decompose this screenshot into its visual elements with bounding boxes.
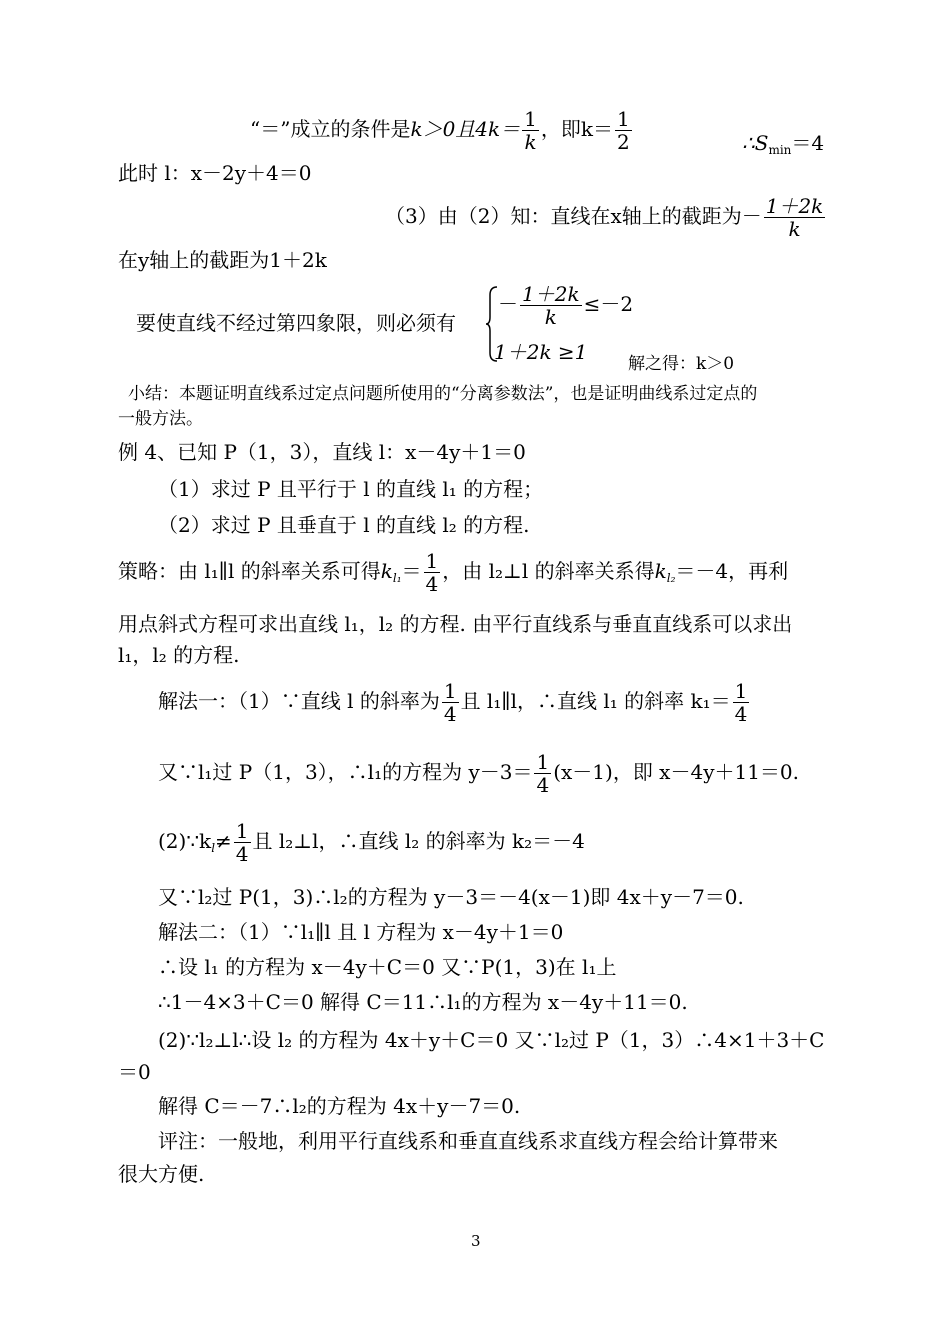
condition-line [250, 108, 634, 153]
summary-line-1: 小结：本题证明直线系过定点问题所使用的“分离参数法”，也是证明曲线系过定点的 [128, 384, 758, 404]
solution-1-part-3: $(2)\because k_l\ne$ $\frac{1}{4}$ 且 l₂⊥l，∴直线 l₂ 的斜率为 k₂＝－4 [158, 819, 585, 866]
solution-result: 解之得：k＞0 [628, 354, 735, 374]
solution-2-line-4: (2)∵l₂⊥l∴设 l₂ 的方程为 4x＋y＋C＝0 又∵l₂过 P（1，3）∴4×1＋3＋C [158, 1028, 825, 1052]
solution-2-line-6: 解得 C＝－7∴l₂的方程为 4x＋y－7＝0. [158, 1094, 521, 1118]
fraction-point-slope: $\frac{1}{4}$ [536, 750, 550, 797]
condition-text: “＝”成立的条件是 [250, 117, 411, 141]
strategy-line-3: l₁，l₂ 的方程. [118, 643, 240, 667]
fraction-slope-compare: $\frac{1}{4}$ [235, 819, 249, 866]
system-inequality-2: 1＋2k ≥1 [494, 340, 588, 364]
strategy-line-2: 用点斜式方程可求出直线 l₁，l₂ 的方程. 由平行直线系与垂直直线系可以求出 [118, 612, 793, 636]
line-equation: 此时 l：x－2y＋4＝0 [118, 161, 312, 185]
fraction-one-quarter: $\frac{1}{4}$ [425, 549, 439, 596]
s-min-result: $\therefore S_{min}=4$ [742, 131, 825, 157]
fraction-slope-l1: $\frac{1}{4}$ [734, 679, 748, 726]
condition-math: k＞0且4k＝ [410, 117, 521, 141]
system-inequality-1: － $\frac{1+2k}{k}$ ≤－2 [498, 282, 634, 329]
comment-line-1: 评注：一般地，利用平行直线系和垂直直线系求直线方程会给计算带来 [158, 1129, 778, 1153]
x-intercept-line: （3）由（2）知：直线在x轴上的截距为－ $\frac{1+2k}{k}$ [385, 194, 824, 241]
example-4-question-1: （1）求过 P 且平行于 l 的直线 l₁ 的方程； [158, 477, 544, 501]
fraction-one-half: $\frac{1}{2}$ [617, 107, 630, 154]
page-number: 3 [471, 1232, 481, 1250]
example-4-title: 例 4、已知 P（1，3），直线 l：x－4y＋1＝0 [118, 440, 526, 464]
example-4-question-2: （2）求过 P 且垂直于 l 的直线 l₂ 的方程. [158, 513, 530, 537]
strategy-line-1: 策略：由 l₁∥l 的斜率关系可得$k_{l_1}=$ $\frac{1}{4}$ ，由 l₂⊥l 的斜率关系得$k_{l_2}=-4$，再利 [118, 549, 789, 596]
fraction-slope-l: $\frac{1}{4}$ [443, 679, 457, 726]
fraction-one-over-k: $\frac{1}{k}$ [524, 107, 537, 154]
k-equals-text: ，即k＝ [540, 117, 613, 141]
fraction-intercept: $\frac{1+2k}{k}$ [765, 194, 824, 241]
solution-2-line-2: ∴设 l₁ 的方程为 x－4y＋C＝0 又∵P(1，3)在 l₁上 [158, 955, 617, 979]
fraction-system: $\frac{1+2k}{k}$ [522, 282, 580, 329]
solution-2-line-1: 解法二：（1）∵l₁∥l 且 l 方程为 x－4y＋1＝0 [158, 920, 564, 944]
solution-1-part-1: 解法一：（1）∵直线 l 的斜率为 $\frac{1}{4}$ 且 l₁∥l，∴直线 l₁ 的斜率 k₁＝ $\frac{1}{4}$ [158, 679, 748, 726]
solution-1-part-4: 又∵l₂过 P(1，3)∴l₂的方程为 y－3＝－4(x－1)即 4x＋y－7＝0. [158, 885, 744, 909]
solution-2-line-5: ＝0 [118, 1060, 151, 1084]
comment-line-2: 很大方便. [118, 1162, 205, 1186]
quadrant-condition: 要使直线不经过第四象限，则必须有 [136, 311, 456, 335]
solution-2-line-3: ∴1－4×3＋C＝0 解得 C＝11∴l₁的方程为 x－4y＋11＝0. [158, 990, 688, 1014]
solution-1-part-2: 又∵l₁过 P（1，3），∴l₁的方程为 y－3＝ $\frac{1}{4}$ (x－1)，即 x－4y＋11＝0. [158, 750, 800, 797]
summary-line-2: 一般方法。 [118, 409, 203, 429]
y-intercept-line: 在y轴上的截距为1＋2k [118, 248, 327, 272]
